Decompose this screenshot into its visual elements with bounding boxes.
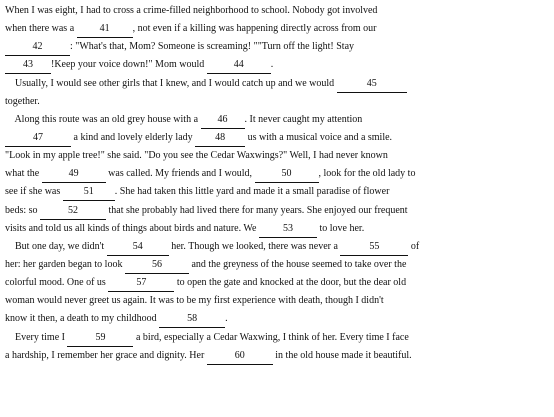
passage-text: Along this route was an old grey house with a: [5, 113, 201, 125]
blank-53: 53: [259, 222, 317, 238]
passage-line: [5, 329, 553, 347]
passage-line: [5, 111, 553, 129]
passage-text: , look for the old lady to: [318, 168, 416, 180]
passage-text: But one day, we didn't: [5, 240, 107, 252]
blank-55: 55: [340, 240, 408, 256]
passage-text: and the greyness of the house seemed to take over the: [188, 258, 407, 270]
blank-48: 48: [195, 131, 245, 147]
passage-text: visits and told us all kinds of things about birds and nature. We: [5, 222, 259, 234]
passage-text: together.: [5, 95, 40, 107]
passage-line: [5, 147, 553, 165]
passage-line: [5, 165, 553, 183]
passage-text: When I was eight, I had to cross a crime-filled neighborhood to school. Nobody got involved: [5, 5, 378, 16]
passage-line: [5, 183, 553, 201]
passage-text: of: [408, 240, 420, 252]
blank-42: 42: [5, 40, 70, 56]
passage-text: when there was a: [5, 23, 77, 35]
blank-43: 43: [5, 58, 51, 74]
blank-58: 58: [159, 312, 225, 328]
passage-text: in the old house made it beautiful.: [272, 349, 412, 361]
passage-line: [5, 129, 553, 147]
passage-text: to love her.: [316, 222, 365, 234]
passage-text: beds: so: [5, 204, 40, 216]
passage-line: [5, 56, 553, 74]
passage-text: that she probably had lived there for many years. She enjoyed our frequent: [106, 204, 408, 216]
passage-line: [5, 38, 553, 56]
blank-51: 51: [63, 185, 115, 201]
passage-text: her. Though we looked, there was never a: [168, 240, 341, 252]
blank-47: 47: [5, 131, 71, 147]
passage-text: "Look in my apple tree!" she said. "Do you see the Cedar Waxwings?" Well, I had never known: [5, 150, 388, 162]
passage-line: [5, 93, 553, 111]
passage-text: . She had taken this little yard and made it a small paradise of flower: [114, 186, 390, 198]
passage-text: was called. My friends and I would,: [105, 168, 255, 180]
blank-41: 41: [77, 22, 133, 38]
passage-line: [5, 274, 553, 292]
blank-49: 49: [42, 167, 106, 183]
passage-line: [5, 347, 553, 365]
passage-line: [5, 292, 553, 310]
passage-text: .: [270, 59, 274, 71]
passage-line: [5, 220, 553, 238]
passage-line: [5, 310, 553, 328]
blank-59: 59: [67, 331, 133, 347]
passage-text: : "What's that, Mom? Someone is screaming! ""Turn off the light! Stay: [70, 41, 355, 53]
blank-54: 54: [107, 240, 169, 256]
passage-text: us with a musical voice and a smile.: [245, 131, 393, 143]
passage-line: [5, 20, 553, 38]
passage-text: colorful mood. One of us: [5, 277, 109, 289]
blank-57: 57: [108, 276, 174, 292]
blank-45: 45: [337, 77, 407, 93]
blank-50: 50: [255, 167, 319, 183]
blank-52: 52: [40, 204, 106, 220]
passage-line: [5, 256, 553, 274]
passage-text: woman would never greet us again. It was to be my first experience with death, though I didn't: [5, 295, 384, 307]
passage-line: [5, 2, 553, 20]
blank-60: 60: [207, 349, 273, 365]
passage-text: know it then, a death to my childhood: [5, 313, 160, 325]
passage-text: , not even if a killing was happening directly across from our: [132, 23, 377, 35]
blank-56: 56: [125, 258, 189, 274]
passage-text: see if she was: [5, 186, 63, 198]
cloze-passage: [5, 0, 553, 417]
passage-text: !Keep your voice down!" Mom would: [51, 59, 207, 71]
passage-text: a bird, especially a Cedar Waxwing, I think of her. Every time I face: [133, 331, 409, 343]
passage-text: her: her garden began to look: [5, 258, 125, 270]
passage-text: Every time I: [5, 331, 68, 343]
passage-text: . It never caught my attention: [244, 113, 363, 125]
passage-text: a hardship, I remember her grace and dignity. Her: [5, 349, 207, 361]
passage-text: what the: [5, 168, 42, 180]
blank-46: 46: [201, 113, 245, 129]
passage-line: [5, 75, 553, 93]
passage-text: to open the gate and knocked at the door, but the dear old: [174, 277, 407, 289]
passage-text: Usually, I would see other girls that I knew, and I would catch up and we would: [5, 77, 337, 89]
passage-text: a kind and lovely elderly lady: [71, 131, 196, 143]
passage-line: [5, 202, 553, 220]
passage-text: .: [225, 313, 228, 325]
blank-44: 44: [207, 58, 271, 74]
passage-line: [5, 238, 553, 256]
